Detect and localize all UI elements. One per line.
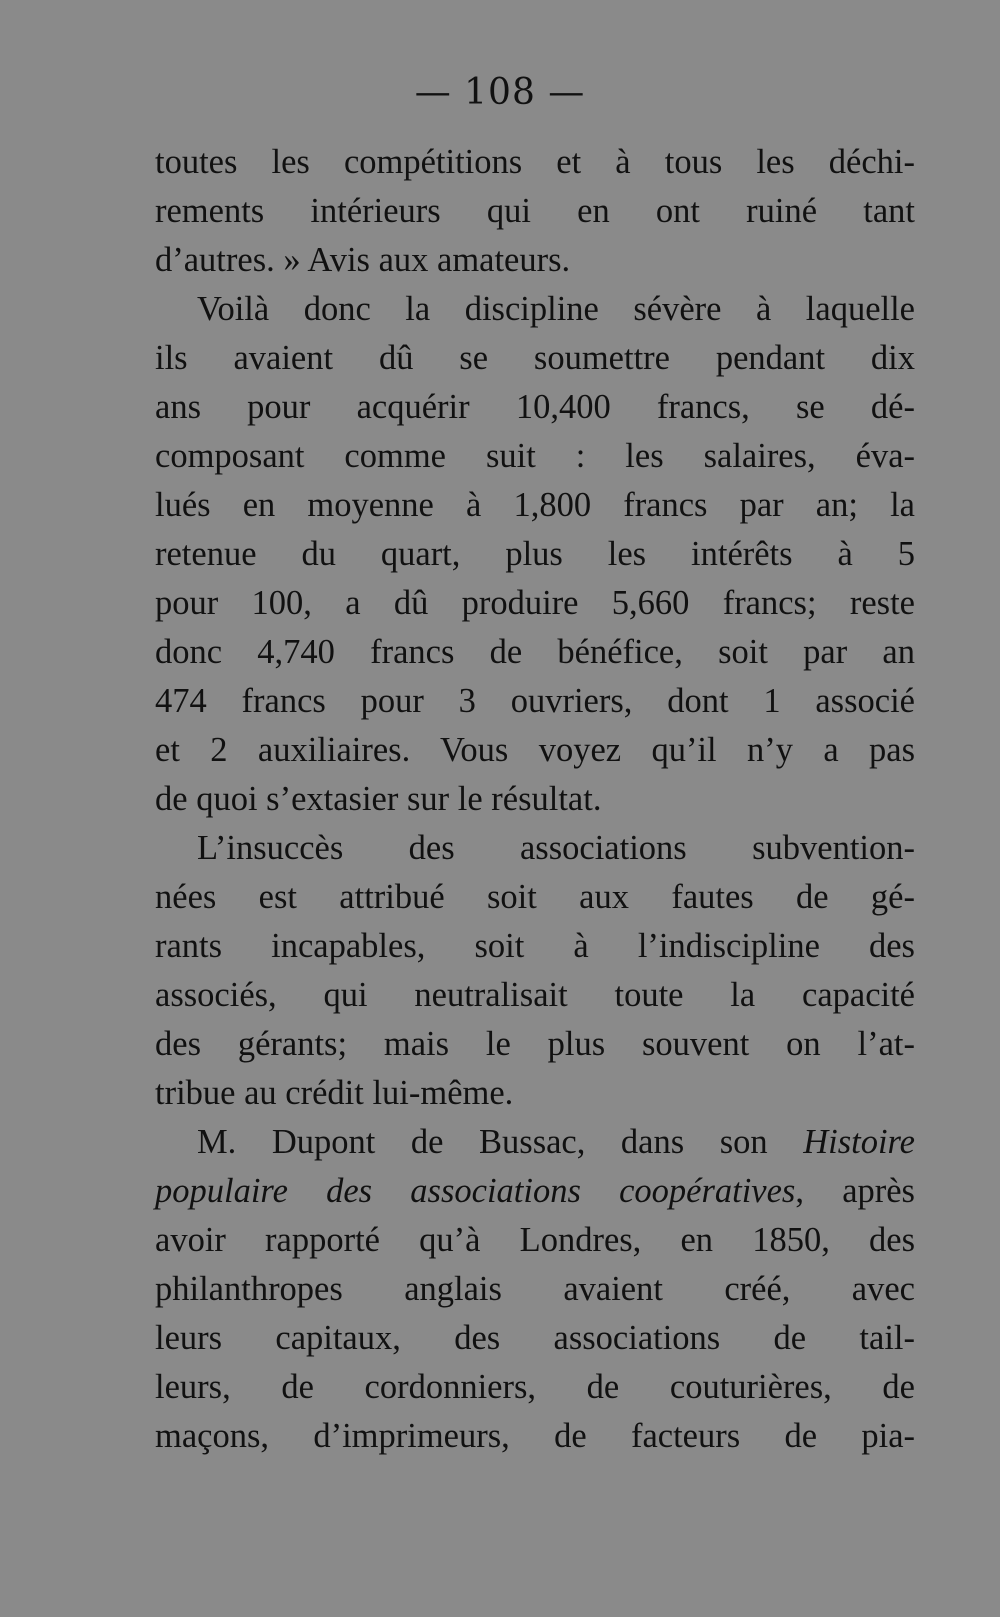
line-text: Voilà donc la discipline sévère à laquelle (197, 290, 915, 328)
line-text: d’autres. » Avis aux amateurs. (155, 241, 571, 279)
line-text: de quoi s’extasier sur le résultat. (155, 780, 602, 818)
line-text: avoir rapporté qu’à Londres, en 1850, des (155, 1221, 915, 1259)
line-text: 474 francs pour 3 ouvriers, dont 1 associé (155, 682, 915, 720)
text-line (155, 775, 915, 824)
line-text: toutes les compétitions et à tous les déchi- (155, 143, 915, 181)
text-line (155, 1314, 915, 1363)
text-line (155, 628, 915, 677)
body-text (155, 138, 915, 1461)
line-text: L’insuccès des associations subvention- (197, 829, 915, 867)
line-text: pour 100, a dû produire 5,660 francs; reste (155, 584, 915, 622)
line-text: , après (795, 1172, 915, 1210)
text-line (155, 383, 915, 432)
text-line (155, 285, 915, 334)
text-line (155, 971, 915, 1020)
text-line (155, 432, 915, 481)
line-text: leurs capitaux, des associations de tail- (155, 1319, 915, 1357)
italic-title-text: populaire des associations coopératives (155, 1172, 796, 1210)
line-text: des gérants; mais le plus souvent on l’at- (155, 1025, 915, 1063)
text-line (155, 1020, 915, 1069)
text-line (155, 873, 915, 922)
text-line (155, 579, 915, 628)
line-text: tribue au crédit lui-même. (155, 1074, 514, 1112)
line-text: maçons, d’imprimeurs, de facteurs de pia- (155, 1417, 915, 1455)
line-text: rements intérieurs qui en ont ruiné tant (155, 192, 915, 230)
line-text: lués en moyenne à 1,800 francs par an; la (155, 486, 915, 524)
text-line (155, 726, 915, 775)
line-text: donc 4,740 francs de bénéfice, soit par an (155, 633, 915, 671)
text-line (155, 530, 915, 579)
line-text: leurs, de cordonniers, de couturières, de (155, 1368, 915, 1406)
line-text: nées est attribué soit aux fautes de gé- (155, 878, 915, 916)
line-text: philanthropes anglais avaient créé, avec (155, 1270, 915, 1308)
text-line (155, 1069, 915, 1118)
line-text: ils avaient dû se soumettre pendant dix (155, 339, 915, 377)
text-line (155, 1412, 915, 1461)
line-text: ans pour acquérir 10,400 francs, se dé- (155, 388, 915, 426)
line-text: composant comme suit : les salaires, éva- (155, 437, 915, 475)
text-line (155, 1363, 915, 1412)
text-line (155, 824, 915, 873)
text-line (155, 236, 915, 285)
text-line (155, 922, 915, 971)
text-line (155, 1265, 915, 1314)
text-line (155, 481, 915, 530)
page-number: — 108 — (414, 72, 586, 113)
text-line (155, 1216, 915, 1265)
text-line (155, 187, 915, 236)
text-line (155, 138, 915, 187)
line-text: M. Dupont de Bussac, dans son (197, 1123, 804, 1161)
line-text: rants incapables, soit à l’indiscipline des (155, 927, 915, 965)
text-line (155, 677, 915, 726)
text-line (155, 1167, 915, 1216)
line-text: et 2 auxiliaires. Vous voyez qu’il n’y a pas (155, 731, 915, 769)
italic-title-text: Histoire (803, 1123, 915, 1161)
text-line (155, 1118, 915, 1167)
text-line (155, 334, 915, 383)
line-text: associés, qui neutralisait toute la capacité (155, 976, 915, 1014)
line-text: retenue du quart, plus les intérêts à 5 (155, 535, 915, 573)
